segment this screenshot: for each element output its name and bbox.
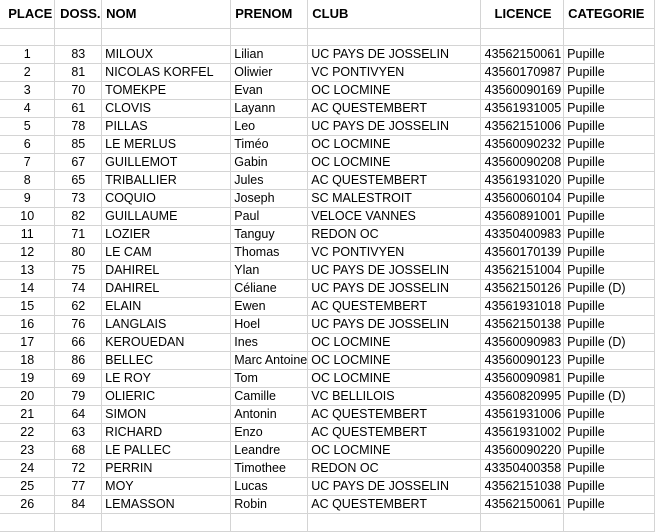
nom-cell[interactable]: LOZIER <box>102 226 231 244</box>
prenom-cell[interactable]: Ewen <box>231 298 308 316</box>
categorie-cell[interactable]: Pupille <box>564 118 655 136</box>
club-cell[interactable]: OC LOCMINE <box>308 352 481 370</box>
club-cell[interactable]: UC PAYS DE JOSSELIN <box>308 316 481 334</box>
place-cell[interactable]: 4 <box>0 100 55 118</box>
nom-cell[interactable]: COQUIO <box>102 190 231 208</box>
licence-cell[interactable]: 43562150138 <box>481 316 564 334</box>
table-row <box>0 460 655 478</box>
club-cell[interactable]: VC PONTIVYEN <box>308 64 481 82</box>
categorie-cell[interactable]: Pupille <box>564 154 655 172</box>
place-cell[interactable]: 23 <box>0 442 55 460</box>
categorie-cell[interactable]: Pupille <box>564 370 655 388</box>
categorie-cell[interactable]: Pupille <box>564 406 655 424</box>
table-row <box>0 334 655 352</box>
categorie-cell[interactable]: Pupille <box>564 82 655 100</box>
blank-cell[interactable] <box>308 29 481 46</box>
place-cell[interactable]: 20 <box>0 388 55 406</box>
header-licence[interactable]: LICENCE <box>481 0 564 29</box>
club-cell[interactable]: SC MALESTROIT <box>308 190 481 208</box>
club-cell[interactable]: OC LOCMINE <box>308 154 481 172</box>
club-cell[interactable]: OC LOCMINE <box>308 442 481 460</box>
table-row <box>0 82 655 100</box>
licence-cell[interactable]: 43562151006 <box>481 118 564 136</box>
prenom-cell[interactable]: Lucas <box>231 478 308 496</box>
categorie-cell[interactable]: Pupille <box>564 46 655 64</box>
categorie-cell[interactable]: Pupille <box>564 64 655 82</box>
club-cell[interactable]: OC LOCMINE <box>308 370 481 388</box>
doss-cell[interactable]: 67 <box>55 154 102 172</box>
prenom-cell[interactable]: Tanguy <box>231 226 308 244</box>
club-cell[interactable]: AC QUESTEMBERT <box>308 496 481 514</box>
nom-cell[interactable]: MOY <box>102 478 231 496</box>
categorie-cell[interactable]: Pupille <box>564 496 655 514</box>
header-nom[interactable]: NOM <box>102 0 231 29</box>
club-cell[interactable]: OC LOCMINE <box>308 334 481 352</box>
licence-cell[interactable]: 43560170987 <box>481 64 564 82</box>
licence-cell[interactable]: 43560090169 <box>481 82 564 100</box>
licence-cell[interactable]: 43560090981 <box>481 370 564 388</box>
place-cell[interactable]: 10 <box>0 208 55 226</box>
club-cell[interactable]: UC PAYS DE JOSSELIN <box>308 262 481 280</box>
prenom-cell[interactable]: Hoel <box>231 316 308 334</box>
nom-cell[interactable]: LE CAM <box>102 244 231 262</box>
place-cell[interactable]: 12 <box>0 244 55 262</box>
prenom-cell[interactable]: Enzo <box>231 424 308 442</box>
place-cell[interactable]: 7 <box>0 154 55 172</box>
header-row <box>0 0 655 29</box>
doss-cell[interactable]: 77 <box>55 478 102 496</box>
club-cell[interactable]: REDON OC <box>308 460 481 478</box>
nom-cell[interactable]: LE MERLUS <box>102 136 231 154</box>
table-row <box>0 64 655 82</box>
prenom-cell[interactable]: Evan <box>231 82 308 100</box>
place-cell[interactable]: 17 <box>0 334 55 352</box>
doss-cell[interactable]: 81 <box>55 64 102 82</box>
prenom-cell[interactable]: Ines <box>231 334 308 352</box>
empty-cell[interactable] <box>0 514 55 532</box>
categorie-cell[interactable]: Pupille <box>564 460 655 478</box>
header-place[interactable]: PLACE <box>0 0 55 29</box>
club-cell[interactable]: VC PONTIVYEN <box>308 244 481 262</box>
nom-cell[interactable]: NICOLAS KORFEL <box>102 64 231 82</box>
place-cell[interactable]: 2 <box>0 64 55 82</box>
nom-cell[interactable]: SIMON <box>102 406 231 424</box>
header-club[interactable]: CLUB <box>308 0 481 29</box>
club-cell[interactable]: OC LOCMINE <box>308 136 481 154</box>
place-cell[interactable]: 11 <box>0 226 55 244</box>
blank-cell[interactable] <box>231 29 308 46</box>
prenom-cell[interactable]: Ylan <box>231 262 308 280</box>
empty-cell[interactable] <box>102 514 231 532</box>
club-cell[interactable]: UC PAYS DE JOSSELIN <box>308 280 481 298</box>
licence-cell[interactable]: 43560170139 <box>481 244 564 262</box>
prenom-cell[interactable]: Marc Antoine <box>231 352 308 370</box>
club-cell[interactable]: VELOCE VANNES <box>308 208 481 226</box>
categorie-cell[interactable]: Pupille <box>564 316 655 334</box>
prenom-cell[interactable]: Timothee <box>231 460 308 478</box>
doss-cell[interactable]: 84 <box>55 496 102 514</box>
doss-cell[interactable]: 70 <box>55 82 102 100</box>
table-row <box>0 388 655 406</box>
place-cell[interactable]: 19 <box>0 370 55 388</box>
nom-cell[interactable]: PILLAS <box>102 118 231 136</box>
doss-cell[interactable]: 66 <box>55 334 102 352</box>
table-row <box>0 136 655 154</box>
club-cell[interactable]: VC BELLILOIS <box>308 388 481 406</box>
doss-cell[interactable]: 72 <box>55 460 102 478</box>
licence-cell[interactable]: 43561931018 <box>481 298 564 316</box>
club-cell[interactable]: OC LOCMINE <box>308 82 481 100</box>
table-row <box>0 190 655 208</box>
nom-cell[interactable]: DAHIREL <box>102 262 231 280</box>
doss-cell[interactable]: 62 <box>55 298 102 316</box>
header-prenom[interactable]: PRENOM <box>231 0 308 29</box>
table-row <box>0 316 655 334</box>
blank-cell[interactable] <box>55 29 102 46</box>
licence-cell[interactable]: 43561931005 <box>481 100 564 118</box>
doss-cell[interactable]: 82 <box>55 208 102 226</box>
categorie-cell[interactable]: Pupille (D) <box>564 388 655 406</box>
place-cell[interactable]: 9 <box>0 190 55 208</box>
doss-cell[interactable]: 61 <box>55 100 102 118</box>
doss-cell[interactable]: 78 <box>55 118 102 136</box>
prenom-cell[interactable]: Jules <box>231 172 308 190</box>
place-cell[interactable]: 22 <box>0 424 55 442</box>
place-cell[interactable]: 25 <box>0 478 55 496</box>
prenom-cell[interactable]: Antonin <box>231 406 308 424</box>
doss-cell[interactable]: 71 <box>55 226 102 244</box>
place-cell[interactable]: 8 <box>0 172 55 190</box>
nom-cell[interactable]: KEROUEDAN <box>102 334 231 352</box>
prenom-cell[interactable]: Timéo <box>231 136 308 154</box>
empty-cell[interactable] <box>564 514 655 532</box>
licence-cell[interactable]: 43562151038 <box>481 478 564 496</box>
table-row <box>0 298 655 316</box>
categorie-cell[interactable]: Pupille (D) <box>564 280 655 298</box>
place-cell[interactable]: 5 <box>0 118 55 136</box>
doss-cell[interactable]: 63 <box>55 424 102 442</box>
licence-cell[interactable]: 43561931020 <box>481 172 564 190</box>
categorie-cell[interactable]: Pupille <box>564 244 655 262</box>
table-row <box>0 262 655 280</box>
licence-cell[interactable]: 43560060104 <box>481 190 564 208</box>
prenom-cell[interactable]: Gabin <box>231 154 308 172</box>
categorie-cell[interactable]: Pupille <box>564 172 655 190</box>
prenom-cell[interactable]: Oliwier <box>231 64 308 82</box>
categorie-cell[interactable]: Pupille <box>564 442 655 460</box>
nom-cell[interactable]: LE ROY <box>102 370 231 388</box>
prenom-cell[interactable]: Layann <box>231 100 308 118</box>
empty-cell[interactable] <box>481 514 564 532</box>
place-cell[interactable]: 6 <box>0 136 55 154</box>
nom-cell[interactable]: DAHIREL <box>102 280 231 298</box>
prenom-cell[interactable]: Lilian <box>231 46 308 64</box>
prenom-cell[interactable]: Leandre <box>231 442 308 460</box>
doss-cell[interactable]: 69 <box>55 370 102 388</box>
licence-cell[interactable]: 43560090123 <box>481 352 564 370</box>
doss-cell[interactable]: 85 <box>55 136 102 154</box>
nom-cell[interactable]: LANGLAIS <box>102 316 231 334</box>
categorie-cell[interactable]: Pupille <box>564 352 655 370</box>
licence-cell[interactable]: 43350400983 <box>481 226 564 244</box>
categorie-cell[interactable]: Pupille <box>564 190 655 208</box>
table-row <box>0 100 655 118</box>
doss-cell[interactable]: 64 <box>55 406 102 424</box>
doss-cell[interactable]: 73 <box>55 190 102 208</box>
table-row <box>0 208 655 226</box>
doss-cell[interactable]: 74 <box>55 280 102 298</box>
place-cell[interactable]: 14 <box>0 280 55 298</box>
nom-cell[interactable]: CLOVIS <box>102 100 231 118</box>
nom-cell[interactable]: GUILLEMOT <box>102 154 231 172</box>
categorie-cell[interactable]: Pupille <box>564 100 655 118</box>
table-row <box>0 496 655 514</box>
table-row <box>0 172 655 190</box>
licence-cell[interactable]: 43560090232 <box>481 136 564 154</box>
licence-cell[interactable]: 43562150126 <box>481 280 564 298</box>
table-row <box>0 46 655 64</box>
table-row <box>0 370 655 388</box>
categorie-cell[interactable]: Pupille <box>564 208 655 226</box>
blank-cell[interactable] <box>564 29 655 46</box>
table-row <box>0 478 655 496</box>
blank-cell[interactable] <box>102 29 231 46</box>
nom-cell[interactable]: OLIERIC <box>102 388 231 406</box>
place-cell[interactable]: 1 <box>0 46 55 64</box>
licence-cell[interactable]: 43562150061 <box>481 496 564 514</box>
doss-cell[interactable]: 79 <box>55 388 102 406</box>
nom-cell[interactable]: MILOUX <box>102 46 231 64</box>
club-cell[interactable]: UC PAYS DE JOSSELIN <box>308 478 481 496</box>
categorie-cell[interactable]: Pupille <box>564 478 655 496</box>
categorie-cell[interactable]: Pupille <box>564 136 655 154</box>
categorie-cell[interactable]: Pupille <box>564 262 655 280</box>
place-cell[interactable]: 15 <box>0 298 55 316</box>
prenom-cell[interactable]: Robin <box>231 496 308 514</box>
prenom-cell[interactable]: Paul <box>231 208 308 226</box>
categorie-cell[interactable]: Pupille <box>564 298 655 316</box>
table-row <box>0 352 655 370</box>
licence-cell[interactable]: 43560090220 <box>481 442 564 460</box>
prenom-cell[interactable]: Tom <box>231 370 308 388</box>
nom-cell[interactable]: RICHARD <box>102 424 231 442</box>
prenom-cell[interactable]: Thomas <box>231 244 308 262</box>
blank-row <box>0 29 655 46</box>
licence-cell[interactable]: 43562151004 <box>481 262 564 280</box>
table-row <box>0 442 655 460</box>
categorie-cell[interactable]: Pupille <box>564 424 655 442</box>
club-cell[interactable]: AC QUESTEMBERT <box>308 298 481 316</box>
doss-cell[interactable]: 83 <box>55 46 102 64</box>
header-categorie[interactable]: CATEGORIE <box>564 0 655 29</box>
licence-cell[interactable]: 43561931006 <box>481 406 564 424</box>
licence-cell[interactable]: 43560090983 <box>481 334 564 352</box>
place-cell[interactable]: 24 <box>0 460 55 478</box>
club-cell[interactable]: UC PAYS DE JOSSELIN <box>308 46 481 64</box>
nom-cell[interactable]: LE PALLEC <box>102 442 231 460</box>
doss-cell[interactable]: 80 <box>55 244 102 262</box>
club-cell[interactable]: AC QUESTEMBERT <box>308 406 481 424</box>
licence-cell[interactable]: 43560090208 <box>481 154 564 172</box>
licence-cell[interactable]: 43562150061 <box>481 46 564 64</box>
table-row <box>0 118 655 136</box>
club-cell[interactable]: AC QUESTEMBERT <box>308 172 481 190</box>
licence-cell[interactable]: 43560820995 <box>481 388 564 406</box>
club-cell[interactable]: REDON OC <box>308 226 481 244</box>
licence-cell[interactable]: 43560891001 <box>481 208 564 226</box>
club-cell[interactable]: UC PAYS DE JOSSELIN <box>308 118 481 136</box>
doss-cell[interactable]: 76 <box>55 316 102 334</box>
doss-cell[interactable]: 65 <box>55 172 102 190</box>
table-row <box>0 424 655 442</box>
place-cell[interactable]: 13 <box>0 262 55 280</box>
prenom-cell[interactable]: Joseph <box>231 190 308 208</box>
place-cell[interactable]: 21 <box>0 406 55 424</box>
empty-cell[interactable] <box>55 514 102 532</box>
prenom-cell[interactable]: Camille <box>231 388 308 406</box>
place-cell[interactable]: 3 <box>0 82 55 100</box>
table-row <box>0 280 655 298</box>
nom-cell[interactable]: GUILLAUME <box>102 208 231 226</box>
licence-cell[interactable]: 43561931002 <box>481 424 564 442</box>
table-row <box>0 406 655 424</box>
categorie-cell[interactable]: Pupille (D) <box>564 334 655 352</box>
categorie-cell[interactable]: Pupille <box>564 226 655 244</box>
nom-cell[interactable]: PERRIN <box>102 460 231 478</box>
blank-cell[interactable] <box>0 29 55 46</box>
table-row-empty <box>0 514 655 532</box>
nom-cell[interactable]: LEMASSON <box>102 496 231 514</box>
nom-cell[interactable]: BELLEC <box>102 352 231 370</box>
place-cell[interactable]: 16 <box>0 316 55 334</box>
empty-cell[interactable] <box>308 514 481 532</box>
prenom-cell[interactable]: Céliane <box>231 280 308 298</box>
doss-cell[interactable]: 68 <box>55 442 102 460</box>
place-cell[interactable]: 18 <box>0 352 55 370</box>
nom-cell[interactable]: TOMEKPE <box>102 82 231 100</box>
club-cell[interactable]: AC QUESTEMBERT <box>308 424 481 442</box>
nom-cell[interactable]: ELAIN <box>102 298 231 316</box>
doss-cell[interactable]: 75 <box>55 262 102 280</box>
table-row <box>0 226 655 244</box>
header-doss[interactable]: DOSS. <box>55 0 102 29</box>
doss-cell[interactable]: 86 <box>55 352 102 370</box>
table-row <box>0 244 655 262</box>
prenom-cell[interactable]: Leo <box>231 118 308 136</box>
empty-cell[interactable] <box>231 514 308 532</box>
licence-cell[interactable]: 43350400358 <box>481 460 564 478</box>
nom-cell[interactable]: TRIBALLIER <box>102 172 231 190</box>
place-cell[interactable]: 26 <box>0 496 55 514</box>
blank-cell[interactable] <box>481 29 564 46</box>
club-cell[interactable]: AC QUESTEMBERT <box>308 100 481 118</box>
table-row <box>0 154 655 172</box>
